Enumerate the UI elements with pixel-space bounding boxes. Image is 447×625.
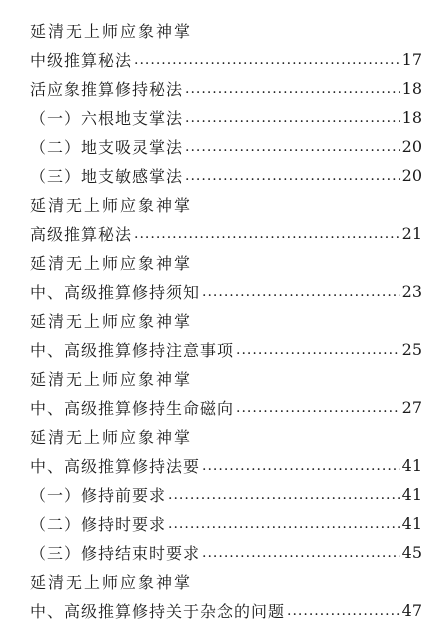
toc-heading bbox=[30, 16, 422, 45]
dot-leader bbox=[134, 52, 400, 68]
toc-entry-title: 中、高级推算修持生命磁向 bbox=[30, 399, 235, 418]
dot-leader bbox=[185, 81, 400, 97]
toc-entry[interactable] bbox=[30, 480, 422, 509]
toc-entry-title: （二）地支吸灵掌法 bbox=[30, 138, 184, 157]
toc-entry-page: 21 bbox=[401, 224, 422, 243]
dot-leader bbox=[168, 487, 400, 503]
toc-heading bbox=[30, 306, 422, 335]
toc-entry-page: 20 bbox=[401, 137, 422, 156]
toc-entry[interactable] bbox=[30, 277, 422, 306]
toc-heading bbox=[30, 422, 422, 451]
toc-entry-page: 41 bbox=[401, 485, 422, 504]
toc-entry-page: 18 bbox=[401, 108, 422, 127]
toc-heading-text: 延清无上师应象神掌 bbox=[30, 573, 193, 592]
toc-entry-title: （一）六根地支掌法 bbox=[30, 109, 184, 128]
dot-leader bbox=[202, 284, 400, 300]
toc-entry-title: （一）修持前要求 bbox=[30, 486, 167, 505]
toc-entry[interactable] bbox=[30, 45, 422, 74]
toc-entry-page: 20 bbox=[401, 166, 422, 185]
toc-entry[interactable] bbox=[30, 161, 422, 190]
toc-entry-title: 中、高级推算修持关于杂念的问题 bbox=[30, 602, 286, 621]
dot-leader bbox=[287, 603, 400, 619]
toc-entry-page: 17 bbox=[401, 50, 422, 69]
toc-entry-page: 18 bbox=[401, 79, 422, 98]
toc-entry[interactable] bbox=[30, 103, 422, 132]
toc-heading bbox=[30, 567, 422, 596]
toc-entry-page: 27 bbox=[401, 398, 422, 417]
toc-entry-title: 中、高级推算修持注意事项 bbox=[30, 341, 235, 360]
toc-entry[interactable] bbox=[30, 451, 422, 480]
toc-entry[interactable] bbox=[30, 596, 422, 625]
dot-leader bbox=[236, 400, 400, 416]
toc-entry[interactable] bbox=[30, 335, 422, 364]
toc-heading-text: 延清无上师应象神掌 bbox=[30, 370, 193, 389]
toc-entry-page: 25 bbox=[401, 340, 422, 359]
toc-entry-title: （三）地支敏感掌法 bbox=[30, 167, 184, 186]
dot-leader bbox=[185, 168, 400, 184]
toc-entry-page: 41 bbox=[401, 514, 422, 533]
toc-entry-page: 47 bbox=[401, 601, 422, 620]
toc-entry-title: （二）修持时要求 bbox=[30, 515, 167, 534]
toc-entry-title: 中、高级推算修持法要 bbox=[30, 457, 201, 476]
toc-entry-page: 23 bbox=[401, 282, 422, 301]
toc-entry-title: 中级推算秘法 bbox=[30, 51, 133, 70]
dot-leader bbox=[202, 458, 400, 474]
toc-heading bbox=[30, 248, 422, 277]
toc-heading-text: 延清无上师应象神掌 bbox=[30, 254, 193, 273]
dot-leader bbox=[202, 545, 400, 561]
toc-entry[interactable] bbox=[30, 538, 422, 567]
toc-entry-title: 高级推算秘法 bbox=[30, 225, 133, 244]
toc-entry-title: 中、高级推算修持须知 bbox=[30, 283, 201, 302]
dot-leader bbox=[236, 342, 400, 358]
toc-heading-text: 延清无上师应象神掌 bbox=[30, 22, 193, 41]
dot-leader bbox=[134, 226, 400, 242]
toc-entry[interactable] bbox=[30, 393, 422, 422]
toc-entry[interactable] bbox=[30, 74, 422, 103]
toc-heading-text: 延清无上师应象神掌 bbox=[30, 312, 193, 331]
toc-entry-page: 45 bbox=[401, 543, 422, 562]
dot-leader bbox=[185, 139, 400, 155]
dot-leader bbox=[185, 110, 400, 126]
toc-heading-text: 延清无上师应象神掌 bbox=[30, 428, 193, 447]
toc-heading bbox=[30, 190, 422, 219]
toc-entry[interactable] bbox=[30, 132, 422, 161]
toc-entry-title: 活应象推算修持秘法 bbox=[30, 80, 184, 99]
toc-heading bbox=[30, 364, 422, 393]
toc-entry-title: （三）修持结束时要求 bbox=[30, 544, 201, 563]
toc-entry[interactable] bbox=[30, 219, 422, 248]
toc-entry[interactable] bbox=[30, 509, 422, 538]
table-of-contents bbox=[30, 16, 422, 625]
toc-entry-page: 41 bbox=[401, 456, 422, 475]
dot-leader bbox=[168, 516, 400, 532]
toc-heading-text: 延清无上师应象神掌 bbox=[30, 196, 193, 215]
